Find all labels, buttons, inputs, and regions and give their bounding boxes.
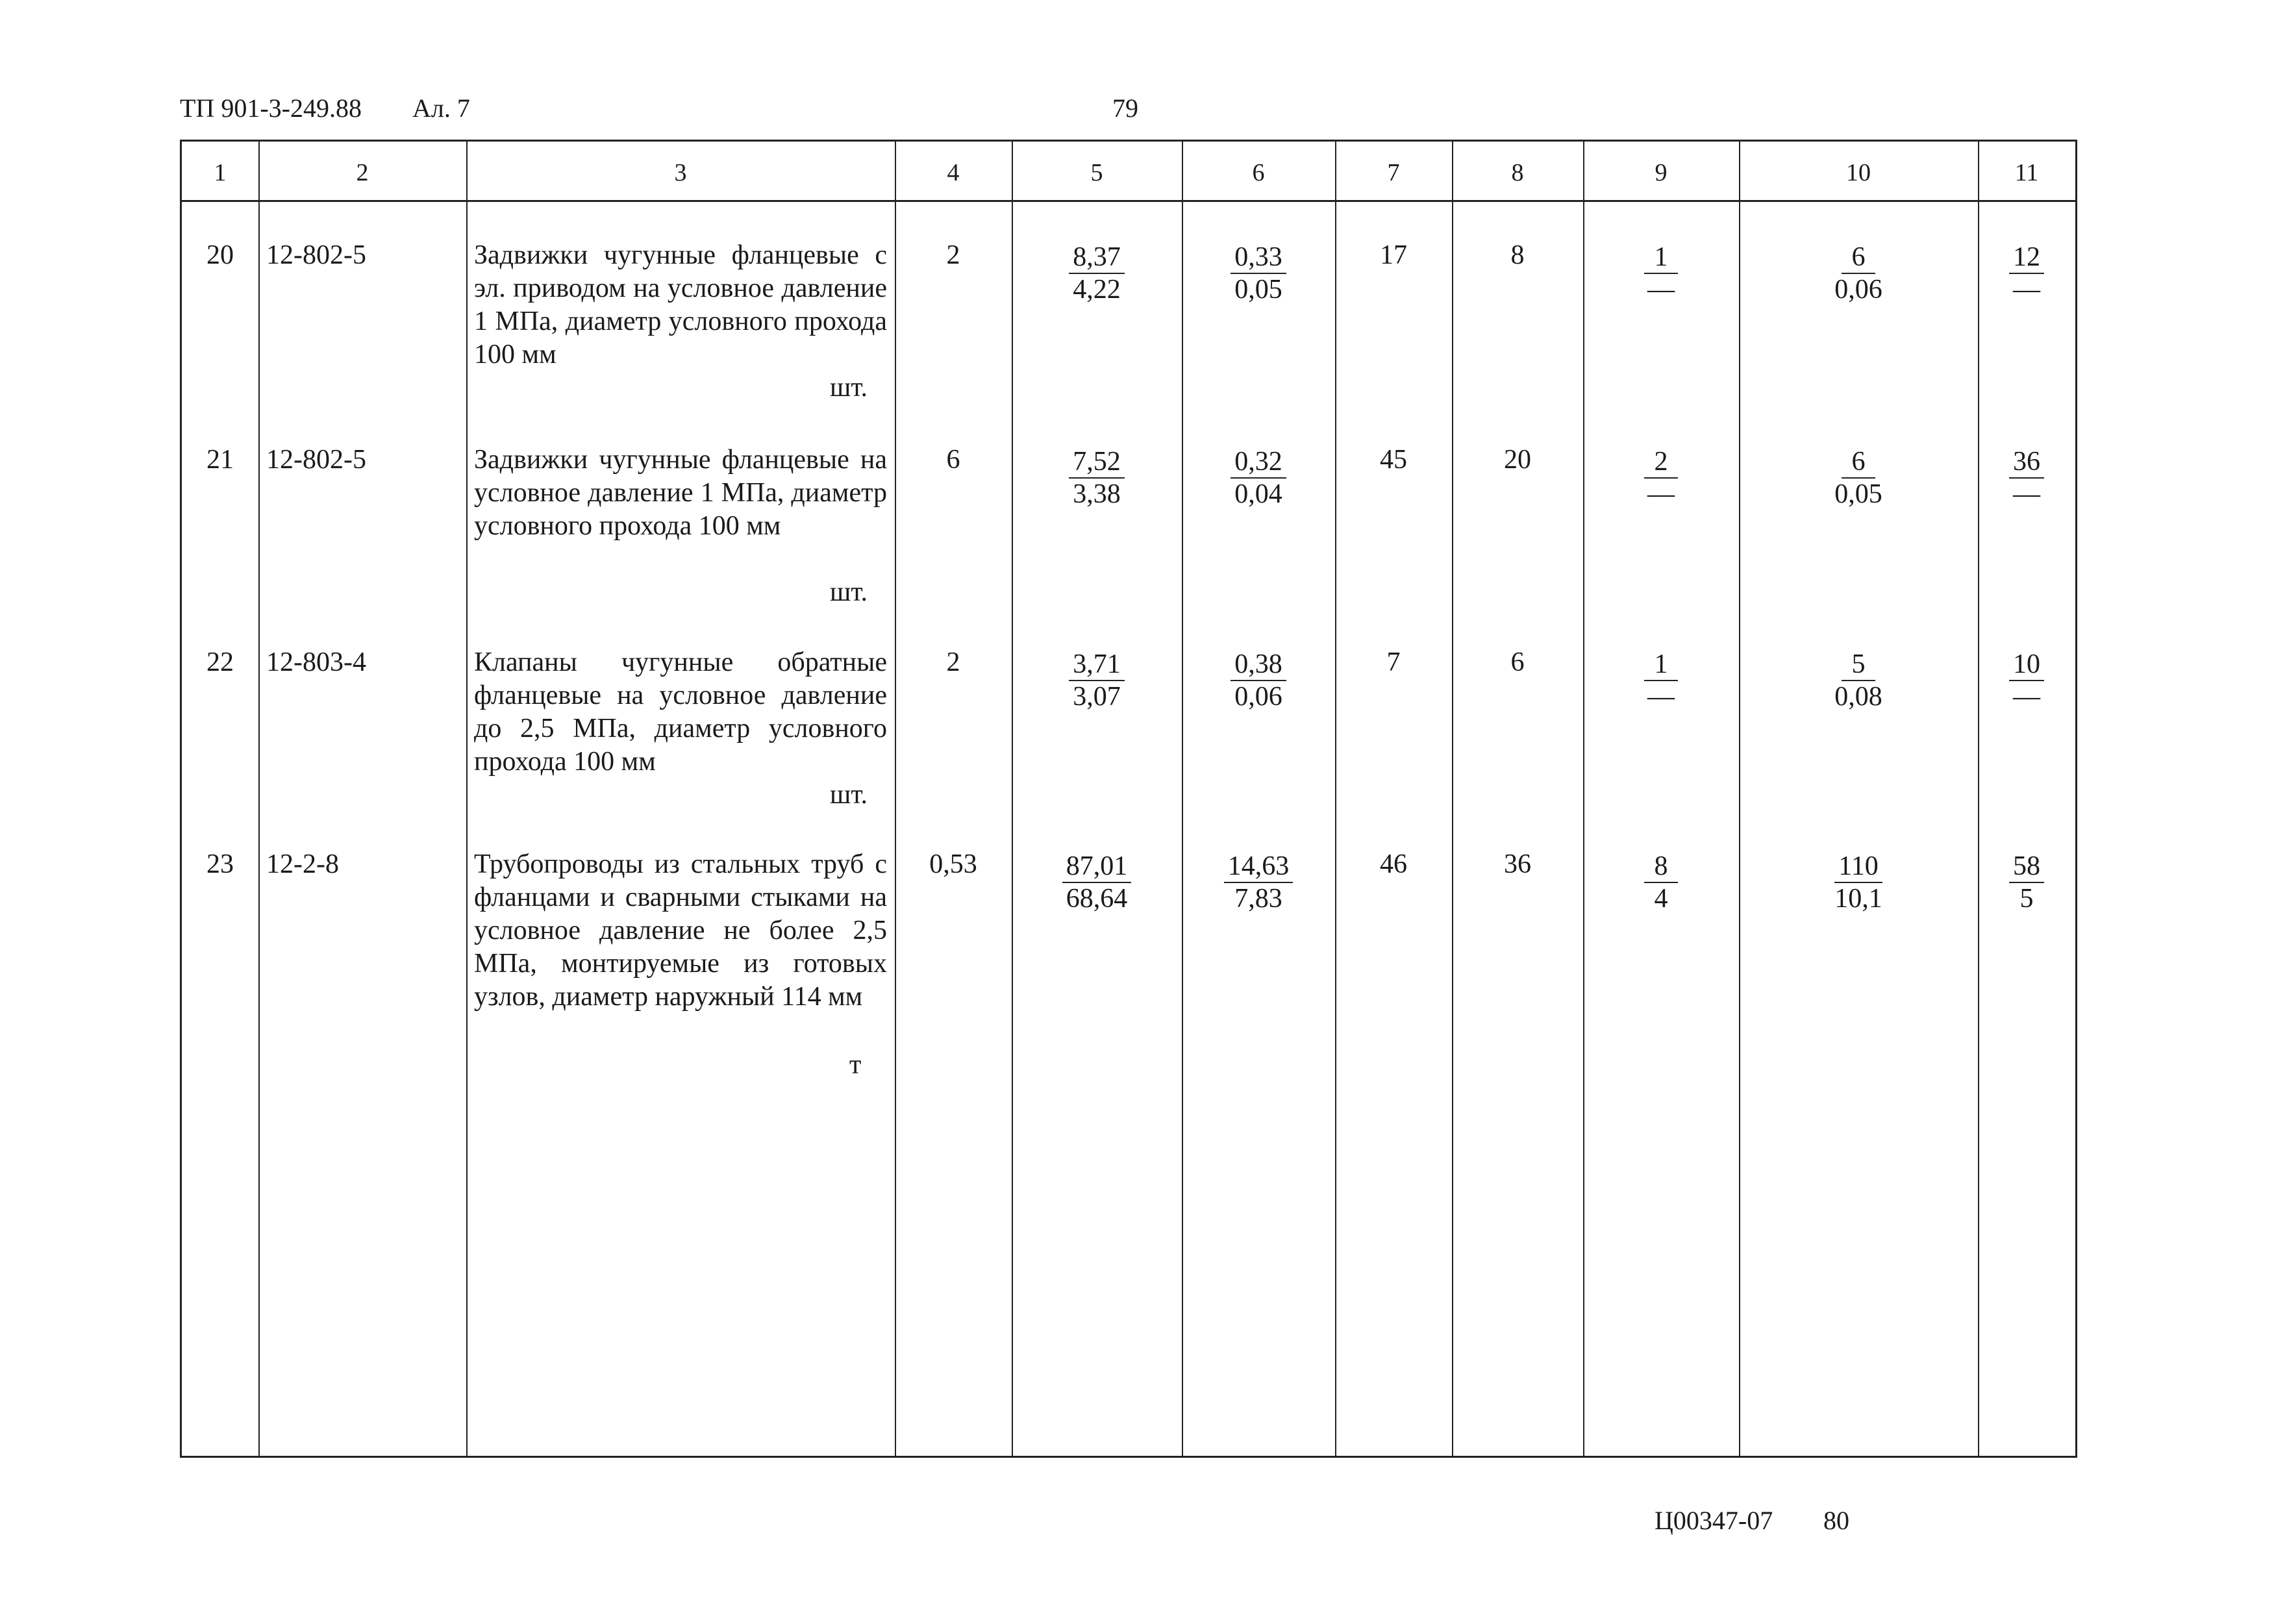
column-number: 8 xyxy=(1511,159,1524,186)
fraction-numerator: 7,52 xyxy=(1069,446,1125,479)
fraction-denominator: 0,04 xyxy=(1234,479,1282,509)
fraction-numerator: 110 xyxy=(1834,851,1882,883)
row-code: 12-802-5 xyxy=(266,445,366,475)
fraction-numerator: 0,38 xyxy=(1231,649,1286,681)
column-divider xyxy=(895,142,896,1456)
column-number: 4 xyxy=(947,159,960,186)
fraction-denominator: 0,06 xyxy=(1234,682,1282,712)
fraction-denominator: 0,06 xyxy=(1834,275,1882,305)
fraction-numerator: 5 xyxy=(1842,649,1875,681)
row-c9-fraction xyxy=(1583,649,1739,712)
doc-code: ТП 901-3-249.88 xyxy=(180,94,362,123)
row-c6-fraction xyxy=(1182,851,1335,914)
row-quantity: 2 xyxy=(946,647,960,677)
row-c7: 45 xyxy=(1380,445,1407,475)
column-divider xyxy=(258,142,260,1456)
fraction-numerator: 8,37 xyxy=(1069,242,1125,274)
fraction-denominator: 4,22 xyxy=(1073,275,1121,305)
fraction-denominator: 0,05 xyxy=(1234,275,1282,305)
row-c9-fraction xyxy=(1583,446,1739,510)
column-number: 10 xyxy=(1846,159,1871,186)
data-table xyxy=(180,140,2077,1458)
fraction-denominator: 5 xyxy=(2019,884,2034,914)
row-c8: 36 xyxy=(1504,849,1531,879)
row-c7: 7 xyxy=(1386,647,1401,677)
row-c6-fraction xyxy=(1182,649,1335,712)
fraction-denominator: 4 xyxy=(1654,884,1668,914)
fraction-denominator: — xyxy=(1647,275,1675,305)
fraction-denominator: — xyxy=(2013,275,2040,305)
fraction-denominator: 7,83 xyxy=(1234,884,1282,914)
row-description: Задвижки чугунные фланцевые на условное давление 1 МПа, диаметр условного прохода 100 мм xyxy=(474,445,887,541)
fraction-numerator: 1 xyxy=(1644,649,1678,681)
column-divider xyxy=(1012,142,1013,1456)
fraction-denominator: — xyxy=(2013,479,2040,509)
row-unit: т xyxy=(849,1050,862,1080)
row-c11-fraction xyxy=(1978,242,2075,305)
row-unit: шт. xyxy=(830,373,868,403)
fraction-numerator: 14,63 xyxy=(1224,851,1293,883)
fraction-numerator: 87,01 xyxy=(1062,851,1132,883)
fraction-numerator: 0,33 xyxy=(1231,242,1286,274)
row-c8: 6 xyxy=(1510,647,1525,677)
row-description: Трубопроводы из стальных труб с фланцами и сварными стыками на условное давление не более 2,5 МПа, монтируемые из готовых узлов, диаметр наружный 114 мм xyxy=(474,849,887,1012)
row-code: 12-802-5 xyxy=(266,240,366,270)
fraction-numerator: 1 xyxy=(1644,242,1678,274)
row-c10-fraction xyxy=(1739,446,1978,510)
row-code: 12-803-4 xyxy=(266,647,366,677)
row-c7: 46 xyxy=(1380,849,1407,879)
row-quantity: 0,53 xyxy=(929,849,977,879)
row-quantity: 6 xyxy=(946,445,960,475)
row-quantity: 2 xyxy=(946,240,960,270)
fraction-denominator: — xyxy=(1647,682,1675,712)
fraction-denominator: — xyxy=(2013,682,2040,712)
row-c6-fraction xyxy=(1182,242,1335,305)
row-description: Клапаны чугунные обратные фланцевые на условное давление до 2,5 МПа, диаметр условного прохода 100 мм xyxy=(474,647,887,777)
row-c5-fraction xyxy=(1012,851,1182,914)
page-number: 79 xyxy=(1112,94,1138,123)
column-number: 5 xyxy=(1090,159,1103,186)
row-number: 22 xyxy=(206,647,234,677)
column-number: 6 xyxy=(1252,159,1265,186)
fraction-denominator: 3,07 xyxy=(1073,682,1121,712)
row-c11-fraction xyxy=(1978,649,2075,712)
fraction-denominator: 68,64 xyxy=(1066,884,1128,914)
row-c10-fraction xyxy=(1739,851,1978,914)
row-description: Задвижки чугунные фланцевые с эл. приводом на условное давление 1 МПа, диаметр условного прохода 100 мм xyxy=(474,240,887,369)
column-number: 7 xyxy=(1387,159,1400,186)
fraction-numerator: 36 xyxy=(2009,446,2044,479)
fraction-denominator: 0,05 xyxy=(1834,479,1882,509)
row-number: 23 xyxy=(206,849,234,879)
row-c9-fraction xyxy=(1583,851,1739,914)
row-c9-fraction xyxy=(1583,242,1739,305)
row-c10-fraction xyxy=(1739,242,1978,305)
column-number: 1 xyxy=(214,159,227,186)
column-divider xyxy=(1978,142,1979,1456)
column-divider xyxy=(466,142,468,1456)
row-c11-fraction xyxy=(1978,446,2075,510)
footer-sheet: 80 xyxy=(1823,1506,1849,1535)
column-divider xyxy=(1452,142,1453,1456)
column-number: 3 xyxy=(674,159,687,186)
fraction-numerator: 2 xyxy=(1644,446,1678,479)
column-divider xyxy=(1583,142,1584,1456)
row-unit: шт. xyxy=(830,577,868,607)
row-c8: 20 xyxy=(1504,445,1531,475)
column-divider xyxy=(1182,142,1183,1456)
fraction-numerator: 12 xyxy=(2009,242,2044,274)
fraction-numerator: 3,71 xyxy=(1069,649,1125,681)
column-divider xyxy=(1739,142,1740,1456)
fraction-denominator: — xyxy=(1647,479,1675,509)
row-code: 12-2-8 xyxy=(266,849,339,879)
fraction-numerator: 10 xyxy=(2009,649,2044,681)
album-label: Ал. 7 xyxy=(412,94,470,123)
column-divider xyxy=(1335,142,1336,1456)
row-c7: 17 xyxy=(1380,240,1407,270)
row-c11-fraction xyxy=(1978,851,2075,914)
row-c8: 8 xyxy=(1510,240,1525,270)
footer-code: Ц00347-07 xyxy=(1655,1506,1773,1535)
fraction-numerator: 8 xyxy=(1644,851,1678,883)
fraction-denominator: 10,1 xyxy=(1834,884,1882,914)
column-number: 11 xyxy=(2014,159,2039,186)
row-unit: шт. xyxy=(830,780,868,810)
fraction-numerator: 58 xyxy=(2009,851,2044,883)
fraction-denominator: 3,38 xyxy=(1073,479,1121,509)
column-number: 9 xyxy=(1655,159,1668,186)
fraction-denominator: 0,08 xyxy=(1834,682,1882,712)
row-c5-fraction xyxy=(1012,242,1182,305)
row-number: 20 xyxy=(206,240,234,270)
row-c6-fraction xyxy=(1182,446,1335,510)
row-c5-fraction xyxy=(1012,649,1182,712)
row-c10-fraction xyxy=(1739,649,1978,712)
fraction-numerator: 0,32 xyxy=(1231,446,1286,479)
fraction-numerator: 6 xyxy=(1842,242,1875,274)
fraction-numerator: 6 xyxy=(1842,446,1875,479)
column-number: 2 xyxy=(356,159,369,186)
row-number: 21 xyxy=(206,445,234,475)
row-c5-fraction xyxy=(1012,446,1182,510)
